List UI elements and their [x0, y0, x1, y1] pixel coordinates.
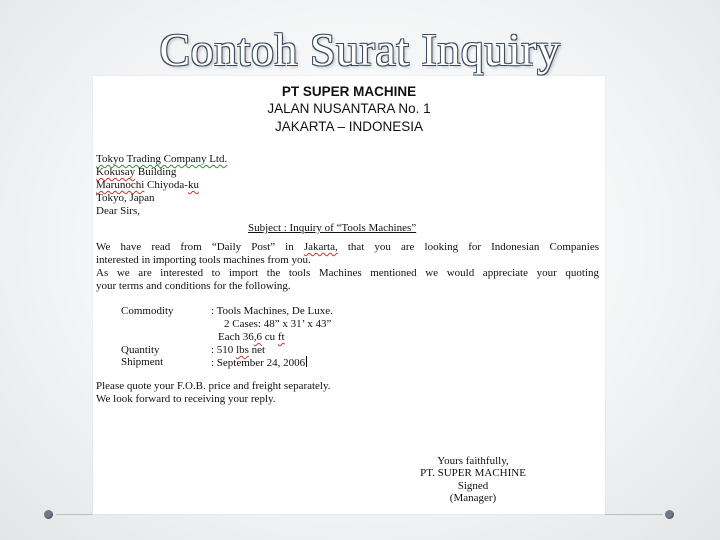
right-decor-dot	[665, 510, 674, 519]
recipient-line-2	[96, 166, 176, 179]
recipient-line-4: Tokyo, Japan	[96, 192, 155, 204]
commodity-value: : Tools Machines, De Luxe.	[211, 305, 333, 317]
shipment-label: Shipment	[121, 356, 164, 368]
quantity-number: : 510	[211, 344, 237, 356]
letter-document	[93, 76, 605, 514]
each-volume-decimal: ,6	[253, 331, 262, 343]
each-volume-unit-word: cu	[261, 331, 278, 343]
paragraph-1-text-b: that you are looking for Indonesian Companies	[337, 241, 599, 253]
right-decor-line	[605, 514, 663, 515]
paragraph-1-text-a: We have read from “Daily Post” in	[96, 241, 304, 253]
cases-dimensions: 2 Cases: 48” x 31’ x 43”	[224, 318, 332, 330]
company-name: PT SUPER MACHINE	[281, 84, 417, 99]
recipient-building-name: Kokusay	[96, 166, 136, 178]
recipient-ward-prefix: Chiyoda-	[144, 179, 188, 191]
slide-title: Contoh Surat Inquiry	[159, 24, 561, 75]
recipient-district: Marunochi	[96, 179, 145, 191]
left-decor-line	[56, 514, 93, 515]
recipient-line-1	[96, 153, 227, 166]
paragraph-2-line-2: your terms and conditions for the following.	[96, 280, 291, 292]
letter-subject: Subject : Inquiry of “Tools Machines”	[248, 222, 417, 234]
quantity-label: Quantity	[121, 344, 160, 356]
text-cursor	[306, 356, 307, 367]
each-volume-unit: ft	[277, 331, 285, 343]
signature-company: PT. SUPER MACHINE	[420, 467, 526, 479]
salutation: Dear Sirs,	[96, 205, 140, 217]
quantity-net: net	[248, 344, 266, 356]
paragraph-1-line-1	[96, 241, 599, 254]
signature-title: (Manager)	[449, 492, 497, 504]
left-decor-dot	[44, 510, 53, 519]
commodity-label: Commodity	[121, 305, 174, 317]
recipient-ward-suffix: ku	[187, 179, 199, 191]
paragraph-1-city: Jakarta,	[303, 241, 338, 253]
recipient-company: Tokyo Trading Company Ltd.	[96, 153, 228, 165]
recipient-building-word: Building	[135, 166, 177, 178]
quantity-unit: lbs	[236, 344, 249, 356]
closing-line-1: Please quote your F.O.B. price and freight separately.	[96, 380, 331, 392]
each-volume-value: Each 36	[218, 331, 254, 343]
signature-closing: Yours faithfully,	[437, 455, 509, 467]
company-city: JAKARTA – INDONESIA	[274, 119, 424, 134]
company-street: JALAN NUSANTARA No. 1	[267, 101, 431, 116]
each-volume	[218, 331, 285, 344]
quantity-value	[211, 344, 265, 357]
shipment-value: : September 24, 2006	[211, 357, 306, 369]
signature-signed: Signed	[457, 480, 489, 492]
paragraph-1-line-2: interested in importing tools machines from you.	[96, 254, 311, 266]
recipient-line-3	[96, 179, 199, 192]
paragraph-2-line-1: As we are interested to import the tools Machines mentioned we would appreciate your quoting	[96, 267, 599, 279]
closing-line-2: We look forward to receiving your reply.	[96, 393, 276, 405]
shipment-value-line	[211, 356, 307, 370]
